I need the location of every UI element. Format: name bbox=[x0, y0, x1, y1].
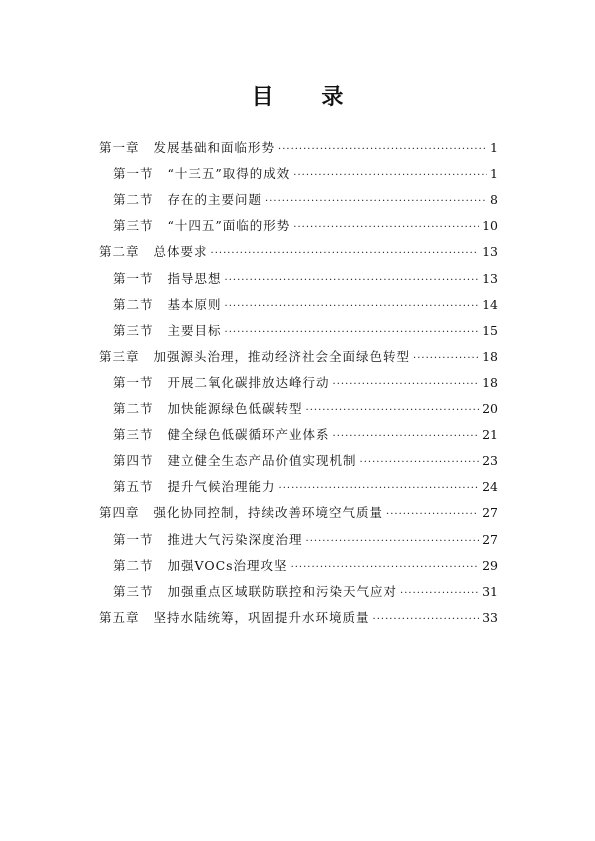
section-title: 存在的主要问题 bbox=[167, 192, 263, 208]
dot-leader bbox=[265, 196, 487, 207]
toc-section-entry[interactable] bbox=[113, 477, 498, 497]
toc-entry-label bbox=[99, 138, 275, 156]
toc-entry-label bbox=[113, 399, 303, 417]
page-number: 10 bbox=[482, 218, 498, 234]
dot-leader bbox=[225, 275, 480, 286]
chapter-title: 强化协同控制，持续改善环境空气质量 bbox=[153, 505, 384, 521]
page-number: 15 bbox=[482, 322, 498, 338]
section-title: 加强重点区域联防联控和污染天气应对 bbox=[167, 583, 398, 599]
section-number: 第二节 bbox=[113, 296, 154, 312]
toc-chapter-entry[interactable] bbox=[99, 242, 498, 262]
dot-leader bbox=[225, 327, 480, 338]
section-number: 第二节 bbox=[113, 192, 154, 208]
section-title: 指导思想 bbox=[167, 270, 222, 286]
section-number: 第二节 bbox=[113, 557, 154, 573]
page-number: 1 bbox=[490, 140, 498, 155]
dot-leader bbox=[293, 170, 487, 181]
toc-section-entry[interactable] bbox=[113, 164, 498, 184]
section-title: 基本原则 bbox=[167, 296, 222, 312]
toc-section-entry[interactable] bbox=[113, 425, 498, 445]
section-title: 主要目标 bbox=[167, 322, 222, 338]
page-number: 27 bbox=[482, 505, 498, 521]
page-number: 8 bbox=[490, 192, 498, 208]
dot-leader bbox=[413, 353, 479, 364]
chapter-title: 总体要求 bbox=[153, 244, 208, 260]
section-title: 开展二氧化碳排放达峰行动 bbox=[167, 374, 330, 390]
chapter-title: 加强源头治理，推动经济社会全面绿色转型 bbox=[153, 348, 411, 364]
toc-section-entry[interactable] bbox=[113, 451, 498, 471]
page-number: 31 bbox=[482, 583, 498, 599]
page-number: 14 bbox=[482, 296, 498, 312]
toc-section-entry[interactable] bbox=[113, 373, 498, 393]
dot-leader bbox=[211, 248, 480, 259]
section-number: 第一节 bbox=[113, 374, 154, 390]
dot-leader bbox=[291, 562, 480, 573]
section-title: 推进大气污染深度治理 bbox=[167, 531, 303, 547]
section-number: 第三节 bbox=[113, 218, 154, 234]
chapter-number: 第三章 bbox=[99, 348, 140, 364]
section-title: 建立健全生态产品价值实现机制 bbox=[167, 453, 357, 469]
section-number: 第四节 bbox=[113, 453, 154, 469]
toc-section-entry[interactable] bbox=[113, 269, 498, 289]
toc-section-entry[interactable] bbox=[113, 190, 498, 210]
section-number: 第三节 bbox=[113, 583, 154, 599]
toc-entry-label bbox=[113, 269, 222, 287]
page-number: 13 bbox=[482, 270, 498, 286]
dot-leader bbox=[278, 144, 487, 155]
page-number: 18 bbox=[482, 348, 498, 364]
toc-chapter-entry[interactable] bbox=[99, 347, 498, 367]
toc-section-entry[interactable] bbox=[113, 321, 498, 341]
toc-entry-label bbox=[113, 477, 276, 495]
toc-entry-label bbox=[113, 164, 290, 182]
toc-entry-label bbox=[99, 608, 370, 626]
chapter-number: 第二章 bbox=[99, 244, 140, 260]
toc-entry-label bbox=[113, 295, 222, 313]
toc-entry-label bbox=[113, 216, 290, 234]
toc-chapter-entry[interactable] bbox=[99, 503, 498, 523]
page-number: 13 bbox=[482, 244, 498, 260]
toc-entry-label bbox=[113, 556, 288, 574]
toc-entry-label bbox=[113, 190, 262, 208]
dot-leader bbox=[225, 301, 480, 312]
toc-chapter-entry[interactable] bbox=[99, 608, 498, 628]
toc-section-entry[interactable] bbox=[113, 295, 498, 315]
dot-leader bbox=[279, 483, 480, 494]
dot-leader bbox=[400, 588, 479, 599]
section-title: “十四五”面临的形势 bbox=[167, 218, 291, 234]
section-title: 提升气候治理能力 bbox=[167, 479, 276, 495]
toc-entry-label bbox=[99, 503, 383, 521]
section-title: “十三五”取得的成效 bbox=[167, 166, 291, 182]
dot-leader bbox=[333, 431, 480, 442]
page-number: 18 bbox=[482, 374, 498, 390]
toc-entry-label bbox=[99, 347, 410, 365]
section-number: 第三节 bbox=[113, 322, 154, 338]
toc-entry-label bbox=[99, 242, 208, 260]
chapter-title: 坚持水陆统筹，巩固提升水环境质量 bbox=[153, 609, 370, 625]
toc-section-entry[interactable] bbox=[113, 216, 498, 236]
toc-section-entry[interactable] bbox=[113, 530, 498, 550]
dot-leader bbox=[293, 222, 479, 233]
chapter-number: 第一章 bbox=[99, 140, 140, 155]
section-number: 第一节 bbox=[113, 270, 154, 286]
toc-entry-label bbox=[113, 451, 357, 469]
chapter-title: 发展基础和面临形势 bbox=[153, 140, 276, 155]
toc-section-entry[interactable] bbox=[113, 582, 498, 602]
page-number: 27 bbox=[482, 531, 498, 547]
toc-entry-label bbox=[113, 582, 397, 600]
section-number: 第三节 bbox=[113, 427, 154, 443]
section-number: 第一节 bbox=[113, 166, 154, 182]
section-number: 第一节 bbox=[113, 531, 154, 547]
dot-leader bbox=[333, 379, 480, 390]
page-number: 1 bbox=[490, 166, 498, 182]
toc-entry-label bbox=[113, 530, 303, 548]
section-number: 第二节 bbox=[113, 401, 154, 416]
toc-entry-label bbox=[113, 321, 222, 339]
section-title: 加强VOCs治理攻坚 bbox=[167, 557, 288, 573]
page-number: 33 bbox=[482, 609, 498, 625]
page-number: 29 bbox=[482, 557, 498, 573]
chapter-number: 第四章 bbox=[99, 505, 140, 521]
section-title: 加快能源绿色低碳转型 bbox=[167, 401, 303, 416]
dot-leader bbox=[306, 536, 480, 547]
dot-leader bbox=[360, 457, 480, 468]
toc-section-entry[interactable] bbox=[113, 556, 498, 576]
toc-chapter-entry[interactable] bbox=[99, 138, 498, 158]
section-title: 健全绿色低碳循环产业体系 bbox=[167, 427, 330, 443]
page-number: 21 bbox=[482, 427, 498, 443]
dot-leader bbox=[386, 509, 479, 520]
page-title: 目 录 bbox=[251, 84, 364, 110]
page-number: 23 bbox=[482, 453, 498, 469]
page-number: 20 bbox=[482, 401, 498, 416]
page-number: 24 bbox=[482, 479, 498, 495]
toc-entry-label bbox=[113, 425, 330, 443]
section-number: 第五节 bbox=[113, 479, 154, 495]
toc-entry-label bbox=[113, 373, 330, 391]
dot-leader bbox=[373, 614, 480, 625]
toc-section-entry[interactable] bbox=[113, 399, 498, 419]
chapter-number: 第五章 bbox=[99, 609, 140, 625]
dot-leader bbox=[306, 405, 480, 416]
